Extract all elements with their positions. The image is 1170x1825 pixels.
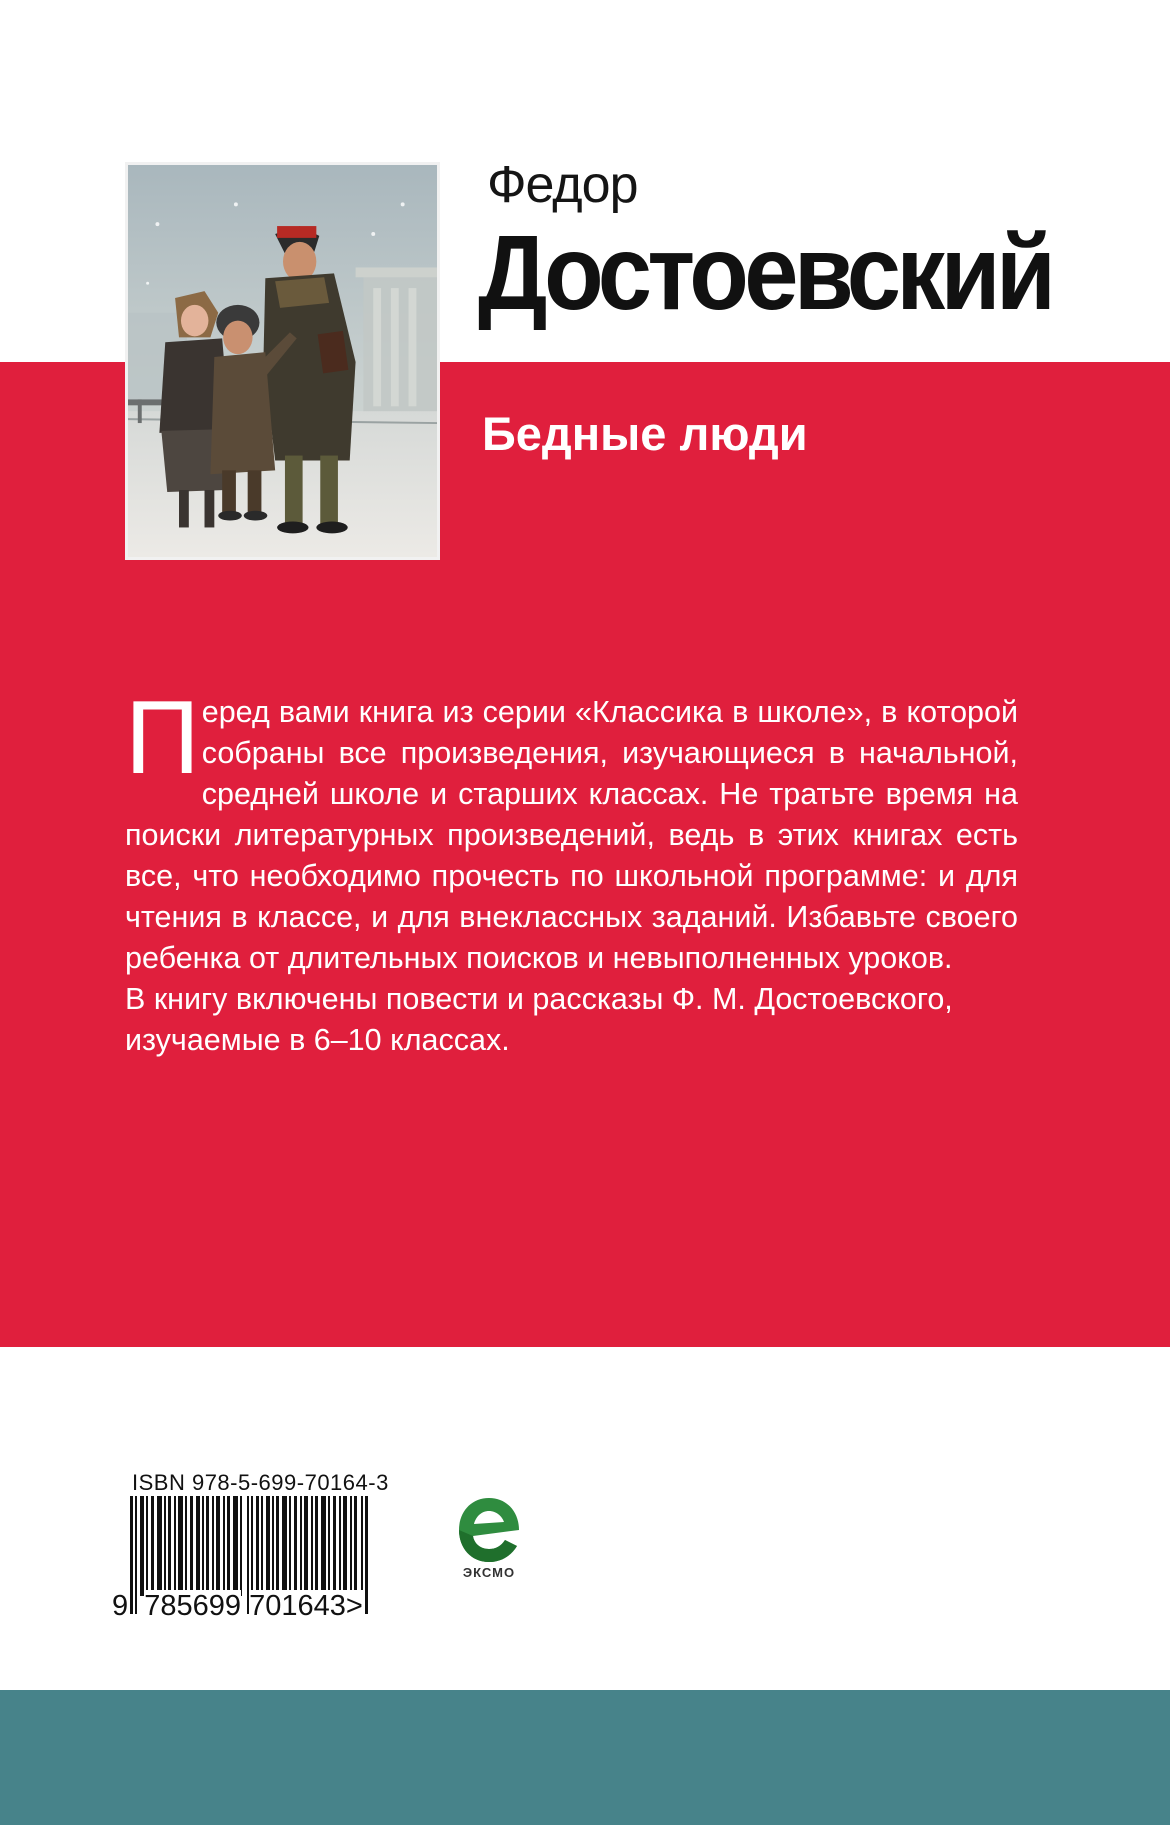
barcode-digits-group-1: 785699 bbox=[144, 1590, 242, 1622]
annotation-paragraph-1-text: еред вами книга из серии «Классика в школе», в которой собраны все произведения, изучающиеся в начальной, средней школе и старших классах. Не тратьте время на поиски литературных произведений, ведь в этих книгах есть все, что необходимо прочесть по школьной программе: и для чтения в классе, и для внеклассных заданий. Избавьте своего ребенка от длительных поисков и невыполненных уроков. bbox=[125, 695, 1018, 975]
author-last-name: Достоевский bbox=[478, 214, 1052, 332]
dropcap-letter: П bbox=[125, 680, 200, 796]
teal-bottom-strip bbox=[0, 1690, 1170, 1825]
publisher-name: ЭКСМО bbox=[462, 1565, 516, 1580]
cover-illustration bbox=[125, 162, 440, 560]
annotation-paragraph-2: В книгу включены повести и рассказы Ф. М. Достоевского, изучаемые в 6–10 классах. bbox=[125, 982, 953, 1057]
barcode-digits bbox=[112, 1590, 363, 1623]
annotation-text bbox=[125, 680, 1018, 1061]
barcode-digits-tail: > bbox=[345, 1590, 363, 1622]
annotation-paragraph-1 bbox=[125, 680, 1018, 979]
painting-children-in-snow-icon bbox=[128, 165, 437, 557]
isbn-number: ISBN 978-5-699-70164-3 bbox=[132, 1470, 389, 1495]
barcode-digits-group-2: 701643 bbox=[249, 1590, 346, 1622]
barcode-digit-lead: 9 bbox=[112, 1590, 129, 1622]
author-first-name: Федор bbox=[487, 156, 638, 214]
book-title: Бедные люди bbox=[482, 407, 808, 460]
